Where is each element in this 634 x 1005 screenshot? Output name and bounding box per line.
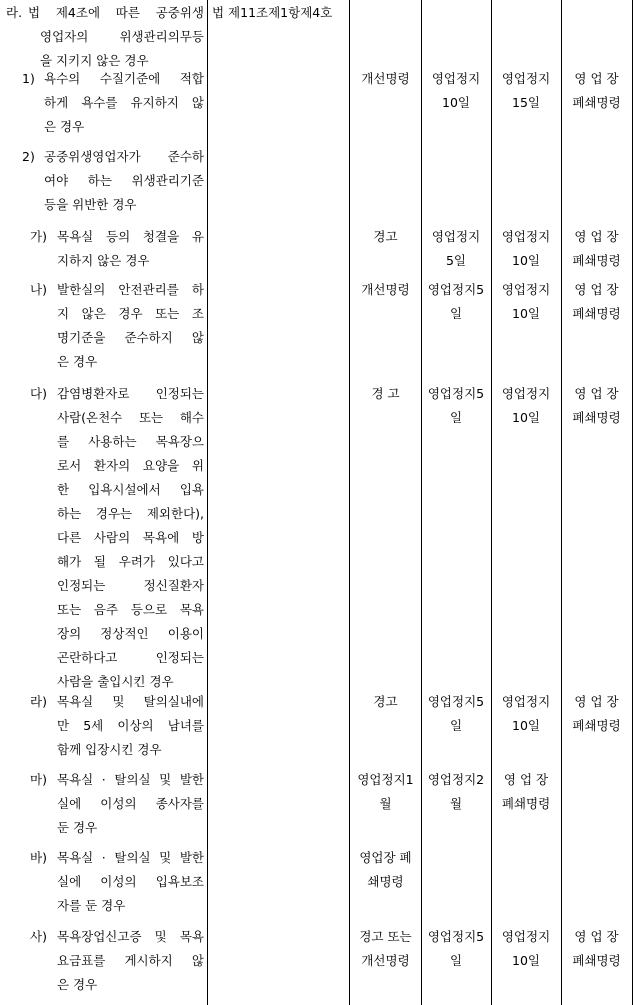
third-violation-penalty: 10일: [512, 410, 540, 425]
column-divider: [561, 0, 562, 1005]
fourth-violation-penalty: 폐쇄명령: [572, 306, 621, 321]
violation-description-line: 로서 환자의 요양을 위: [57, 458, 204, 473]
violation-description-line: 은 경우: [57, 354, 98, 369]
violation-description-line: 인정되는 정신질환자: [57, 578, 204, 593]
violation-description-line: 은 경우: [57, 977, 98, 992]
violation-description-line: 감염병환자로 인정되는: [57, 386, 204, 401]
third-violation-penalty: 영업정지: [501, 71, 551, 86]
violation-description-line: 하는 경우는 제외한다),: [57, 506, 204, 521]
violation-description-line: 목욕장업신고증 및 목욕: [57, 929, 204, 944]
second-violation-penalty: 영업정지: [431, 229, 481, 244]
column-divider: [207, 0, 208, 1005]
violation-description-line: 지하지 않은 경우: [57, 253, 150, 268]
column-divider: [421, 0, 422, 1005]
violation-description-line: 목욕실 및 탈의실내에: [57, 694, 204, 709]
violation-description-line: 발한실의 안전관리를 하: [57, 282, 204, 297]
second-violation-penalty: 10일: [442, 95, 470, 110]
second-violation-penalty: 영업정지2: [427, 772, 485, 787]
row-label: 1): [22, 71, 35, 86]
violation-description-line: 요금표를 게시하지 않: [57, 953, 204, 968]
first-violation-penalty: 경고 또는: [359, 929, 412, 944]
violation-description-line: 또는 음주 등으로 목욕: [57, 602, 204, 617]
second-violation-penalty: 일: [449, 953, 463, 968]
violation-description-line: 를 사용하는 목욕장으: [57, 434, 204, 449]
row-label: 사): [30, 929, 47, 944]
fourth-violation-penalty: 폐쇄명령: [572, 953, 621, 968]
violation-description-line: 자를 둔 경우: [57, 898, 126, 913]
violation-description-line: 목욕실 · 탈의실 및 발한: [57, 850, 204, 865]
violation-description-line: 을 지키지 않은 경우: [40, 53, 149, 68]
violation-description-line: 해가 될 우려가 있다고: [57, 554, 204, 569]
first-violation-penalty: 개선명령: [361, 953, 410, 968]
violation-description-line: 사람을 출입시킨 경우: [57, 674, 174, 689]
row-label: 라): [30, 694, 47, 709]
second-violation-penalty: 영업정지5: [427, 386, 485, 401]
violation-description-line: 등을 위반한 경우: [44, 197, 137, 212]
third-violation-penalty: 영업정지: [501, 386, 551, 401]
first-violation-penalty: 쇄명령: [367, 874, 404, 889]
violation-description-line: 명기준을 준수하지 않: [57, 330, 204, 345]
fourth-violation-penalty: 폐쇄명령: [572, 95, 621, 110]
violation-description-line: 영업자의 위생관리의무등: [40, 29, 204, 44]
fourth-violation-penalty: 영 업 장: [574, 282, 619, 297]
column-divider: [632, 0, 633, 1005]
row-label: 다): [30, 386, 47, 401]
violation-description-line: 은 경우: [44, 119, 85, 134]
violation-description-line: 실에 이성의 종사자를: [57, 796, 204, 811]
first-violation-penalty: 월: [379, 796, 392, 811]
third-violation-penalty: 영 업 장: [503, 772, 549, 787]
violation-description-line: 목욕실 등의 청결을 유: [57, 229, 204, 244]
row-label: 가): [30, 229, 47, 244]
violation-description-line: 욕수의 수질기준에 적합: [44, 71, 204, 86]
fourth-violation-penalty: 영 업 장: [574, 229, 619, 244]
second-violation-penalty: 월: [449, 796, 463, 811]
second-violation-penalty: 5일: [445, 253, 467, 268]
legal-basis: 법 제11조제1항제4호: [212, 5, 333, 20]
violation-description-line: 사람(온천수 또는 해수: [57, 410, 204, 425]
fourth-violation-penalty: 폐쇄명령: [572, 718, 621, 733]
first-violation-penalty: 경고: [373, 229, 398, 244]
row-label: 2): [22, 149, 35, 164]
fourth-violation-penalty: 영 업 장: [574, 386, 619, 401]
fourth-violation-penalty: 폐쇄명령: [572, 253, 621, 268]
violation-description-line: 둔 경우: [57, 820, 98, 835]
second-violation-penalty: 영업정지5: [427, 694, 485, 709]
violation-description-line: 함께 입장시킨 경우: [57, 742, 162, 757]
violation-description-line: 장의 정상적인 이용이: [57, 626, 204, 641]
fourth-violation-penalty: 영 업 장: [574, 694, 619, 709]
row-label: 라.: [6, 5, 23, 20]
third-violation-penalty: 폐쇄명령: [501, 796, 551, 811]
violation-description-line: 공중위생영업자가 준수하: [44, 149, 204, 164]
first-violation-penalty: 개선명령: [361, 282, 410, 297]
second-violation-penalty: 일: [449, 306, 463, 321]
first-violation-penalty: 경 고: [371, 386, 400, 401]
third-violation-penalty: 10일: [512, 306, 540, 321]
first-violation-penalty: 경고: [373, 694, 398, 709]
row-label: 바): [30, 850, 47, 865]
second-violation-penalty: 영업정지5: [427, 282, 485, 297]
violation-description-line: 여야 하는 위생관리기준: [44, 173, 204, 188]
violation-description-line: 실에 이성의 입욕보조: [57, 874, 204, 889]
violation-description-line: 법 제4조에 따른 공중위생: [28, 5, 204, 20]
fourth-violation-penalty: 영 업 장: [574, 71, 619, 86]
third-violation-penalty: 15일: [512, 95, 540, 110]
second-violation-penalty: 영업정지: [431, 71, 481, 86]
row-label: 마): [30, 772, 47, 787]
third-violation-penalty: 10일: [512, 718, 540, 733]
fourth-violation-penalty: 폐쇄명령: [572, 410, 621, 425]
fourth-violation-penalty: 영 업 장: [574, 929, 619, 944]
violation-description-line: 하게 욕수를 유지하지 않: [44, 95, 204, 110]
second-violation-penalty: 영업정지5: [427, 929, 485, 944]
violation-description-line: 목욕실 · 탈의실 및 발한: [57, 772, 204, 787]
first-violation-penalty: 영업장 폐: [359, 850, 412, 865]
violation-description-line: 지 않은 경우 또는 조: [57, 306, 204, 321]
third-violation-penalty: 영업정지: [501, 282, 551, 297]
third-violation-penalty: 영업정지: [501, 929, 551, 944]
first-violation-penalty: 영업정지1: [357, 772, 414, 787]
row-label: 나): [30, 282, 47, 297]
violation-description-line: 만 5세 이상의 남녀를: [57, 718, 204, 733]
third-violation-penalty: 10일: [512, 953, 540, 968]
third-violation-penalty: 영업정지: [501, 694, 551, 709]
third-violation-penalty: 영업정지: [501, 229, 551, 244]
violation-description-line: 한 입욕시설에서 입욕: [57, 482, 204, 497]
column-divider: [491, 0, 492, 1005]
violation-description-line: 곤란하다고 인정되는: [57, 650, 204, 665]
violation-description-line: 다른 사람의 목욕에 방: [57, 530, 204, 545]
second-violation-penalty: 일: [449, 718, 463, 733]
third-violation-penalty: 10일: [512, 253, 540, 268]
first-violation-penalty: 개선명령: [361, 71, 410, 86]
second-violation-penalty: 일: [449, 410, 463, 425]
